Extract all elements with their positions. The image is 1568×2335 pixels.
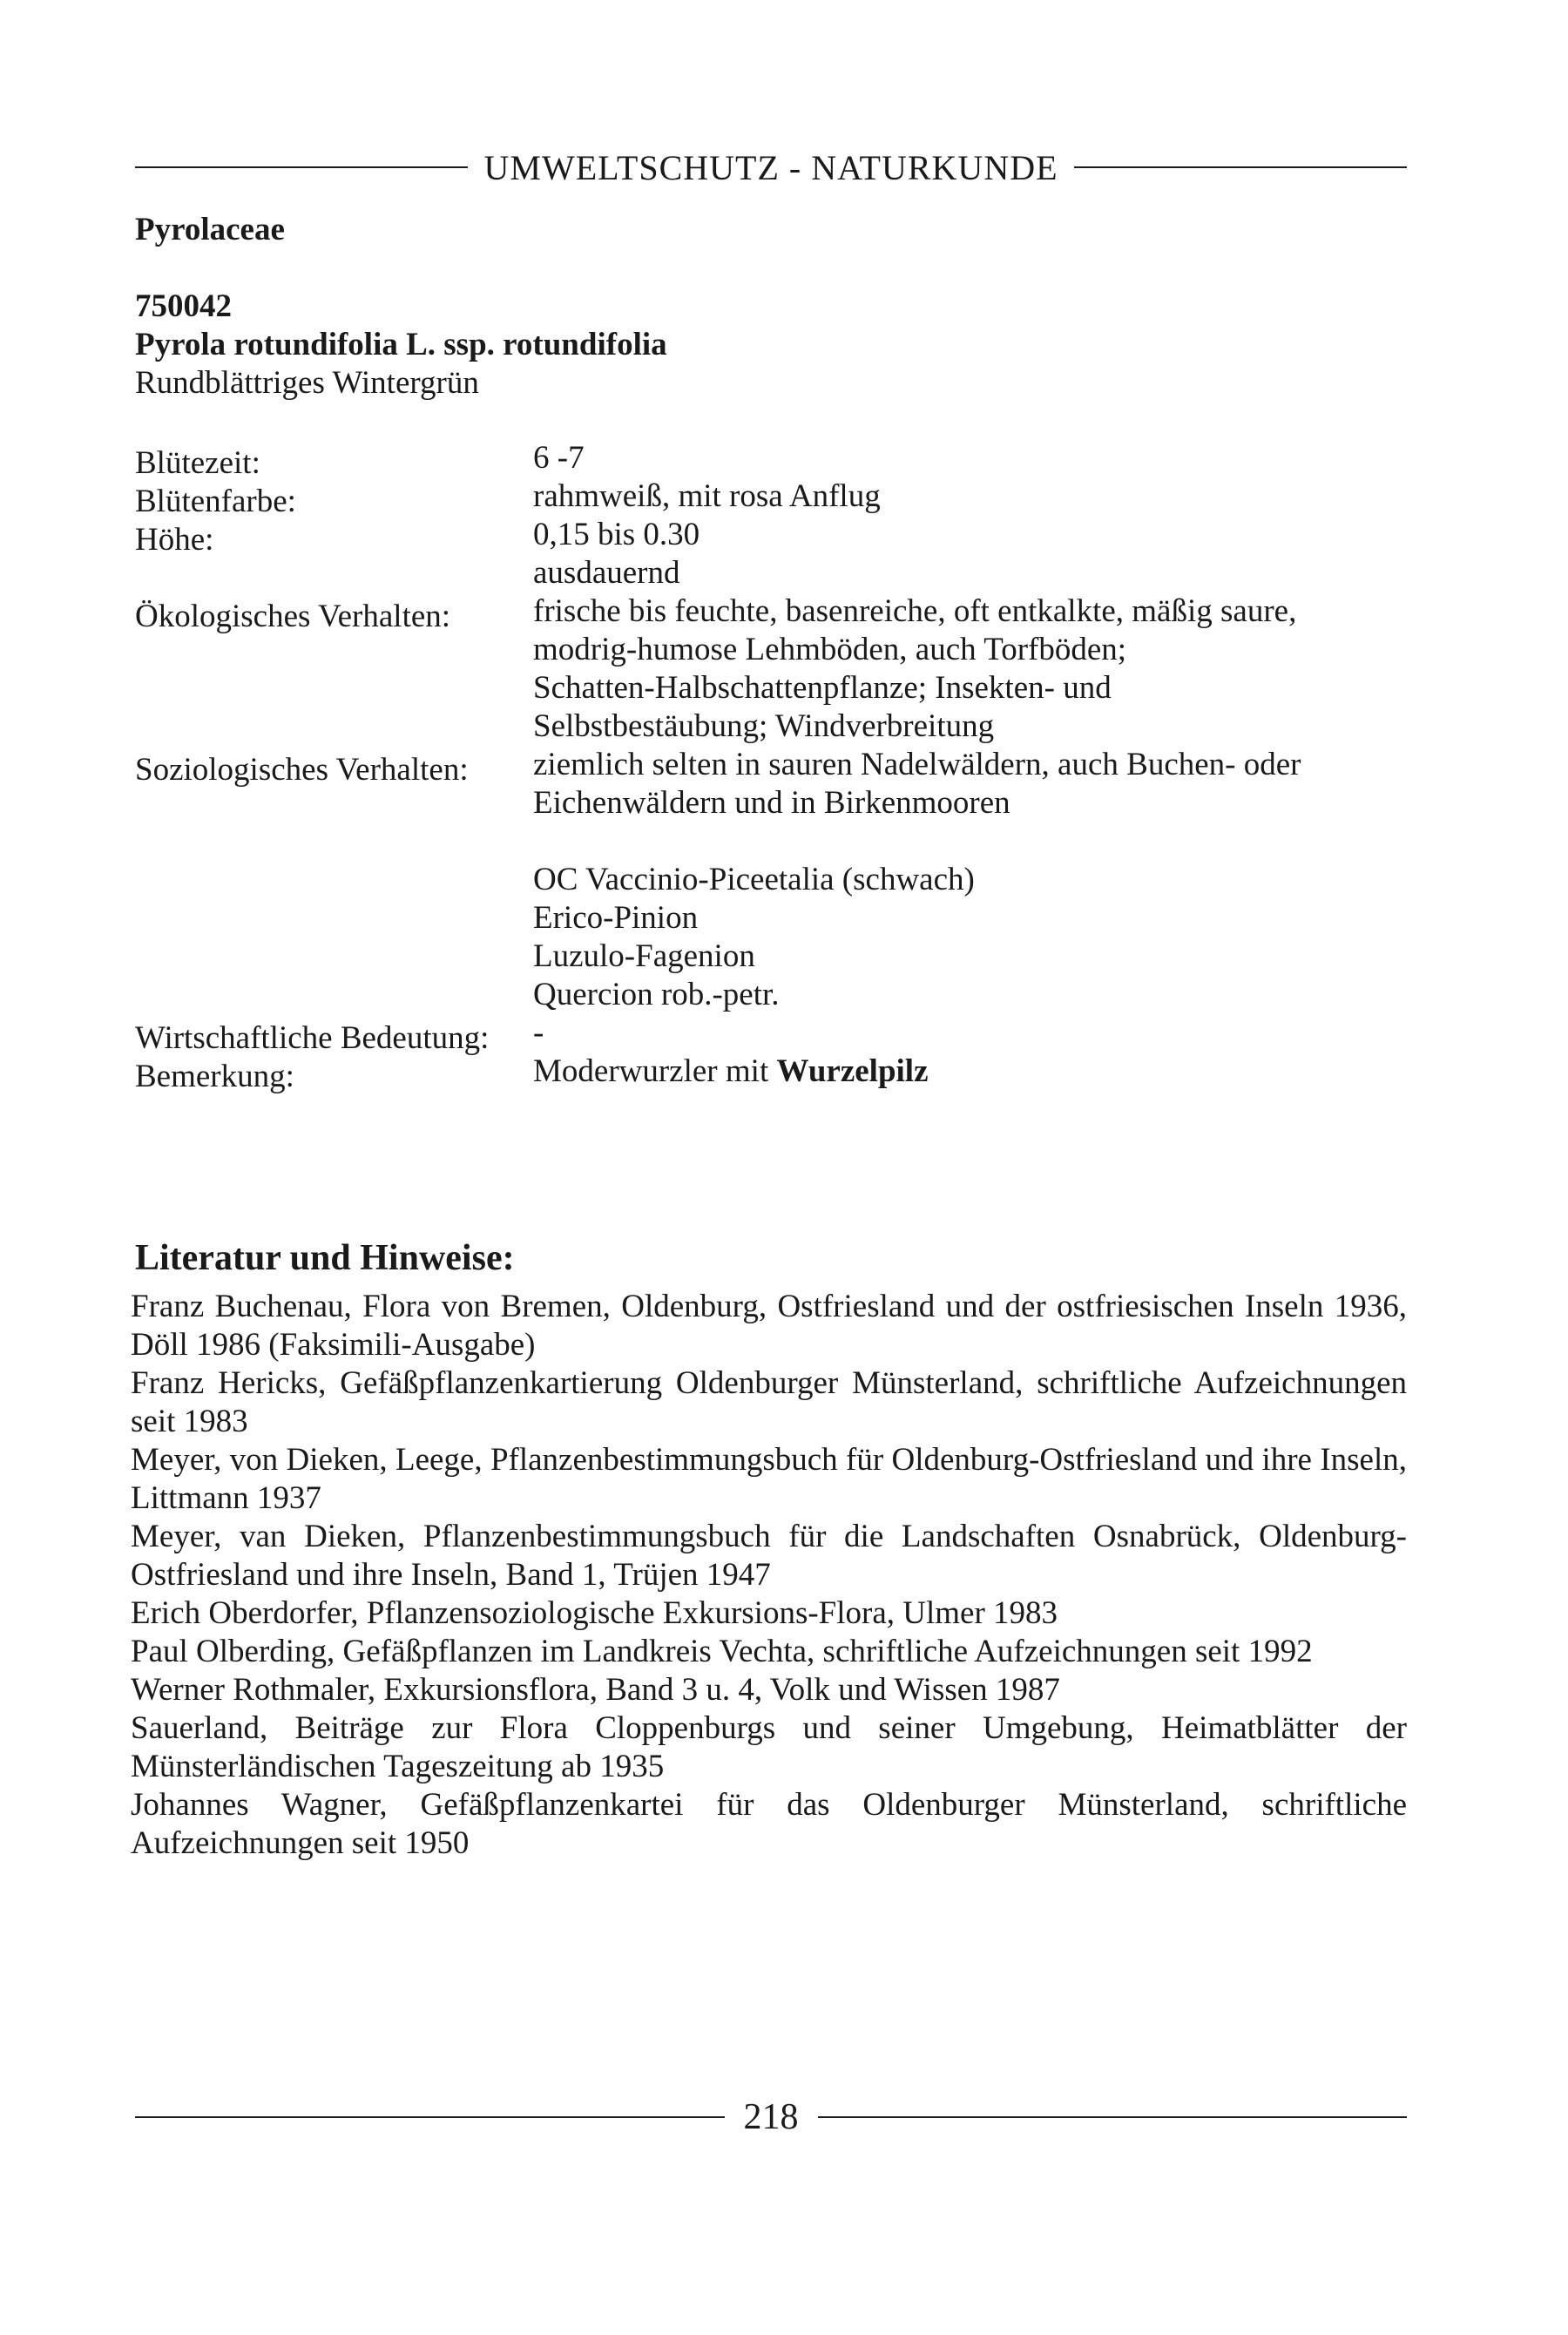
common-name: Rundblättriges Wintergrün (135, 365, 479, 401)
value-spacer (533, 822, 1301, 861)
value-oeko-line-2: modrig-humose Lehmböden, auch Torfböden; (533, 632, 1127, 667)
literature-entry: Erich Oberdorfer, Pflanzensoziologische Exkursions-Flora, Ulmer 1983 (131, 1595, 1058, 1631)
value-hoehe-extra: ausdauernd (533, 555, 680, 591)
literature-entry: Meyer, von Dieken, Leege, Pflanzenbestimmungsbuch für Oldenburg-Ostfriesland und ihre Inseln, Littmann 1937 (131, 1442, 1407, 1516)
literature-entry: Meyer, van Dieken, Pflanzenbestimmungsbuch für die Landschaften Osnabrück, Oldenburg-Ostfriesland und ihre Inseln, Band 1, Trüjen 1947 (131, 1519, 1407, 1593)
value-bemerkung (533, 1052, 1301, 1091)
literature-entry: Werner Rothmaler, Exkursionsflora, Band 3 u. 4, Volk und Wissen 1987 (131, 1672, 1060, 1708)
literature-entry: Franz Buchenau, Flora von Bremen, Oldenburg, Ostfriesland und der ostfriesischen Inseln 1936, Döll 1986 (Faksimili-Ausgabe) (131, 1289, 1407, 1363)
value-oeko-line-4: Selbstbestäubung; Windverbreitung (533, 708, 995, 744)
header-rule-left (135, 166, 468, 168)
literature-entry: Sauerland, Beiträge zur Flora Cloppenburgs und seiner Umgebung, Heimatblätter der Münsterländischen Tageszeitung ab 1935 (131, 1710, 1407, 1784)
value-bemerkung-prefix: Moderwurzler mit (533, 1053, 777, 1089)
value-oeko-line-1: frische bis feuchte, basenreiche, oft entkalkte, mäßig saure, (533, 593, 1297, 629)
literature-list (131, 1288, 1407, 1863)
value-syntaxon-2: Erico-Pinion (533, 900, 699, 936)
label-soziologisch: Soziologisches Verhalten: (135, 752, 469, 788)
value-sozio-line-2: Eichenwäldern und in Birkenmooren (533, 785, 1010, 821)
value-syntaxon-1: OC Vaccinio-Piceetalia (schwach) (533, 862, 975, 897)
page-number: 218 (743, 2097, 799, 2137)
label-oekologisch: Ökologisches Verhalten: (135, 599, 451, 634)
literature-entry: Johannes Wagner, Gefäßpflanzenkartei für das Oldenburger Münsterland, schriftliche Aufzeichnungen seit 1950 (131, 1787, 1407, 1861)
label-bemerkung: Bemerkung: (135, 1059, 294, 1094)
running-header (135, 143, 1407, 192)
literature-entry: Paul Olberding, Gefäßpflanzen im Landkreis Vechta, schriftliche Aufzeichnungen seit 1992 (131, 1634, 1313, 1669)
footer-rule-left (135, 2116, 725, 2118)
family-name: Pyrolaceae (135, 212, 285, 247)
label-hoehe: Höhe: (135, 522, 214, 558)
label-wirtschaftlich: Wirtschaftliche Bedeutung: (135, 1020, 490, 1056)
value-hoehe-text: 0,15 bis 0.30 (533, 517, 700, 552)
literature-heading: Literatur und Hinweise: (135, 1238, 515, 1278)
footer-rule-right (818, 2116, 1408, 2118)
value-bluetezeit-text: 6 -7 (533, 440, 585, 476)
scientific-name: Pyrola rotundifolia L. ssp. rotundifolia (135, 327, 667, 362)
page-footer (135, 2091, 1407, 2143)
header-title: UMWELTSCHUTZ - NATURKUNDE (483, 147, 1058, 187)
literature-entry: Franz Hericks, Gefäßpflanzenkartierung Oldenburger Münsterland, schriftliche Aufzeichnungen seit 1983 (131, 1365, 1407, 1439)
value-bemerkung-bold: Wurzelpilz (776, 1053, 929, 1089)
value-syntaxon-4: Quercion rob.-petr. (533, 977, 780, 1012)
value-bluetezeit (533, 439, 1301, 1091)
value-bluetenfarbe-text: rahmweiß, mit rosa Anflug (533, 478, 881, 514)
value-wirtschaftlich-text: - (533, 1015, 544, 1051)
label-bluetezeit: Blütezeit: (135, 445, 260, 481)
header-rule-right (1074, 166, 1407, 168)
species-code: 750042 (135, 288, 232, 324)
value-syntaxon-3: Luzulo-Fagenion (533, 938, 755, 974)
label-bluetenfarbe: Blütenfarbe: (135, 484, 296, 519)
value-oeko-line-3: Schatten-Halbschattenpflanze; Insekten- und (533, 670, 1112, 706)
value-sozio-line-1: ziemlich selten in sauren Nadelwäldern, auch Buchen- oder (533, 747, 1301, 782)
